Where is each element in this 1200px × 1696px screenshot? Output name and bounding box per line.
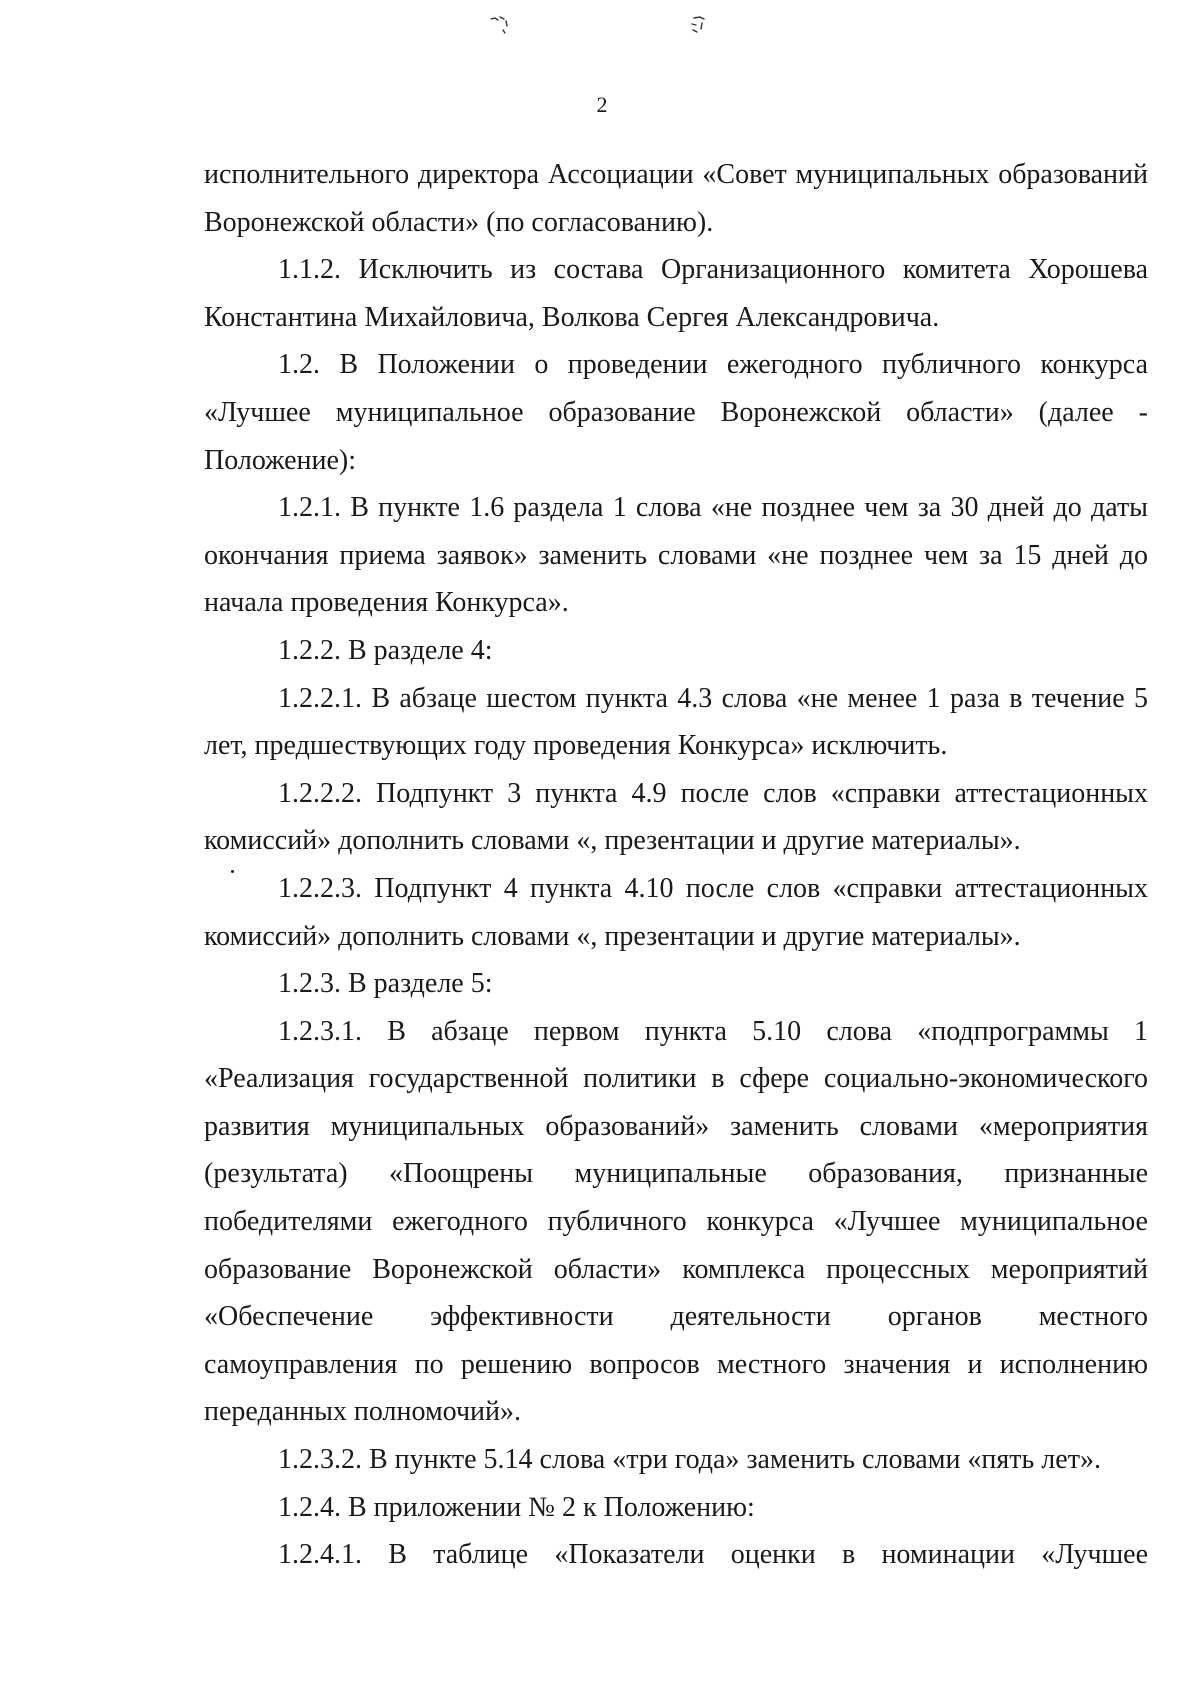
scan-speck-right [688, 14, 710, 36]
paragraph-1-2: 1.2. В Положении о проведении ежегодного публичного конкурса «Лучшее муниципальное образование Воронежской области» (далее - Положение): [204, 349, 1148, 476]
paragraph-1-2-2: 1.2.2. В разделе 4: [278, 634, 493, 666]
document-body [204, 151, 1148, 1579]
paragraph-1-2-3: 1.2.3. В разделе 5: [278, 968, 493, 1000]
paragraph-1-2-3-2: 1.2.3.2. В пункте 5.14 слова «три года» заменить словами «пять лет». [278, 1444, 1101, 1476]
paragraph-1-2-4: 1.2.4. В приложении № 2 к Положению: [278, 1491, 755, 1523]
paragraph-1-2-1: 1.2.1. В пункте 1.6 раздела 1 слова «не позднее чем за 30 дней до даты окончания приема заявок» заменить словами «не позднее чем за 15 дней до начала проведения Конкурса». [204, 492, 1148, 619]
paragraph-1-1-2: 1.1.2. Исключить из состава Организационного комитета Хорошева Константина Михайловича, Волкова Сергея Александровича. [204, 254, 1148, 333]
page-number: 2 [596, 92, 608, 117]
paragraph-1-2-2-2: 1.2.2.2. Подпункт 3 пункта 4.9 после слов «справки аттестационных комиссий» дополнить словами «, презентации и другие материалы». [204, 777, 1148, 857]
paragraph-1-2-3-1: 1.2.3.1. В абзаце первом пункта 5.10 слова «подпрограммы 1 «Реализация государственной политики в сфере социально-экономического развития муниципальных образований» заменить словами «мероприятия (результата) «Поощрены муниципальные образования, признанные победителями ежегодного публичного конкурса «Лучшее муниципальное образование Воронежской области» комплекса процессных мероприятий «Обеспечение эффективности деятельности органов местного самоуправления по решению вопросов местного значения и исполнению переданных полномочий». [204, 1015, 1148, 1428]
paragraph-1-2-4-1: 1.2.4.1. В таблице «Показатели оценки в номинации «Лучшее [278, 1539, 1148, 1571]
paragraph-continuation: исполнительного директора Ассоциации «Совет муниципальных образований Воронежской области» (по согласованию). [204, 159, 1148, 238]
paragraph-1-2-2-1: 1.2.2.1. В абзаце шестом пункта 4.3 слова «не менее 1 раза в течение 5 лет, предшествующих году проведения Конкурса» исключить. [204, 682, 1148, 762]
paragraph-1-2-2-3: 1.2.2.3. Подпункт 4 пункта 4.10 после слов «справки аттестационных комиссий» дополнить словами «, презентации и другие материалы». [204, 872, 1148, 952]
scan-dot [231, 870, 234, 873]
scan-speck-left [488, 14, 510, 36]
